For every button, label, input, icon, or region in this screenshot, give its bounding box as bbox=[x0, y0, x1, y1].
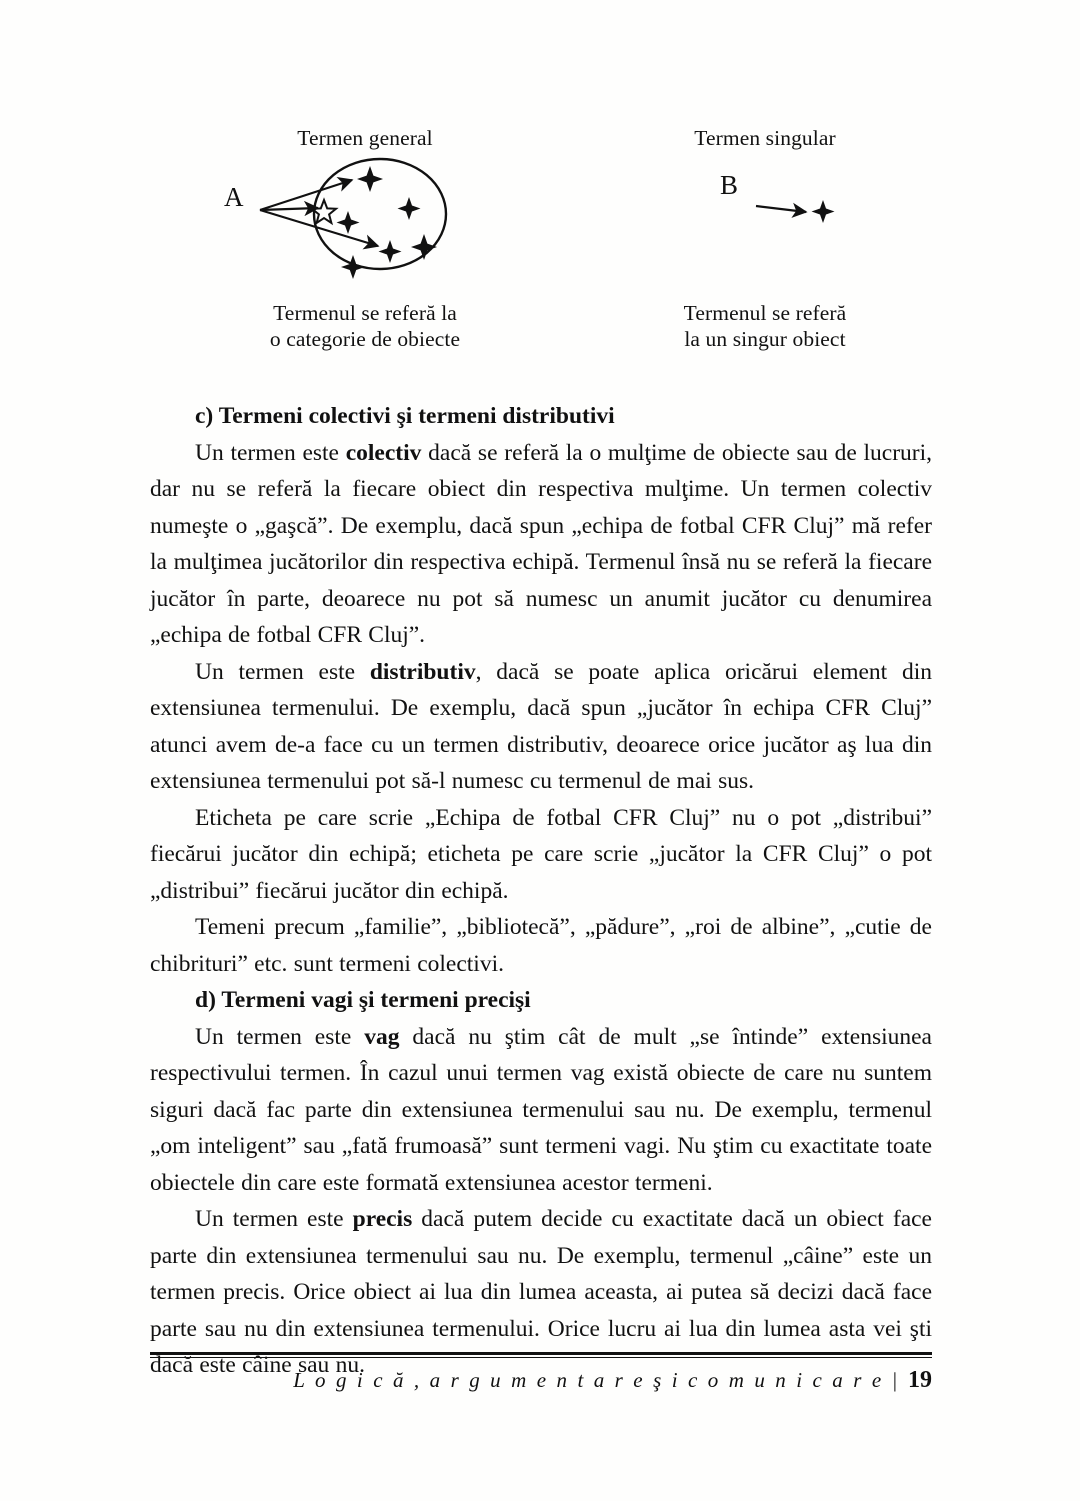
figure-panel-singular bbox=[610, 126, 920, 352]
text-run: Un termen este bbox=[195, 1206, 353, 1232]
figure-panel-general bbox=[200, 126, 530, 352]
text-run: , dacă se poate aplica oricărui element din extensiunea termenului. De exemplu, dacă spun „jucător în echipa CFR Cluj” atunci avem de-a face cu un termen distributiv, deoarece orice jucător aş lua din extensiunea termenului pot să-l numesc cu termenul de mai sus. bbox=[150, 658, 932, 794]
paragraph-vag bbox=[150, 1019, 932, 1202]
heading-d: d) Termeni vagi şi termeni precişi bbox=[195, 987, 531, 1013]
footer-divider bbox=[150, 1352, 932, 1358]
term-vag: vag bbox=[364, 1023, 400, 1050]
figure-term-types bbox=[0, 126, 1080, 376]
text-run: dacă putem decide cu exactitate dacă un obiect face parte din extensiunea termenului sau nu. De exemplu, termenul „câine” este un termen precis. Orice obiect ai lua din lumea aceasta, ai putea să decizi dacă face parte sau nu din extensiunea termenului. Orice lucru ai lua din lumea asta vei şti dacă este câine sau nu. bbox=[150, 1206, 932, 1378]
object-stars bbox=[337, 166, 438, 279]
arrow-a-upper bbox=[260, 180, 352, 210]
document-body bbox=[150, 398, 932, 1384]
figure-canvas-singular bbox=[610, 152, 920, 300]
footer-book-title: L o g i c ă , a r g u m e n t a r e ş i c o m u n i c a r e | bbox=[293, 1367, 900, 1392]
term-precis: precis bbox=[352, 1206, 413, 1232]
term-distributiv: distributiv bbox=[369, 658, 476, 685]
text-run: dacă se referă la o mulţime de obiecte sau de lucruri, dar nu se referă la fiecare obiect din respectiva mulţime. Un termen colectiv numeşte o „gaşcă”. De exemplu, dacă spun „echipa de fotbal CFR Cluj” mă refer la mulţimea jucătorilor din respectiva echipă. Termenul însă nu se referă la fiecare jucător în parte, deoarece nu pot să numesc un anumit jucător cu denumirea „echipa de fotbal CFR Cluj”. bbox=[150, 439, 932, 648]
figure-title-singular: Termen singular bbox=[694, 126, 836, 150]
term-colectiv: colectiv bbox=[345, 439, 422, 466]
text-run: Un termen este bbox=[195, 1023, 365, 1050]
figure-caption-singular-line2: la un singur obiect bbox=[684, 326, 846, 351]
paragraph-temeni-precum: Temeni precum „familie”, „bibliotecă”, „pădure”, „roi de albine”, „cutie de chibrituri” etc. sunt termeni colectivi. bbox=[150, 914, 932, 977]
label-b: B bbox=[720, 169, 739, 200]
text-run: Un termen este bbox=[195, 439, 346, 466]
figure-caption-general-line1: Termenul se referă la bbox=[273, 300, 457, 325]
text-run: Un termen este bbox=[195, 658, 370, 685]
page-number: 19 bbox=[908, 1366, 932, 1393]
paragraph-colectiv bbox=[150, 435, 932, 654]
text-run: dacă nu ştim cât de mult „se întinde” extensiunea respectivului termen. În cazul unui termen vag există obiecte de care nu suntem siguri dacă fac parte din extensiunea termenului sau nu. De exemplu, termenul „om inteligent” sau „fată frumoasă” sunt termeni vagi. Nu ştim cu exactitate toate obiectele din care este formată extensiunea acestor termeni. bbox=[150, 1023, 932, 1196]
figure-canvas-general bbox=[200, 152, 530, 300]
arrow-b bbox=[756, 206, 806, 212]
footer-content bbox=[150, 1367, 932, 1394]
figure-caption-general-line2: o categorie de obiecte bbox=[269, 326, 461, 351]
single-object-star bbox=[812, 200, 835, 223]
paragraph-eticheta: Eticheta pe care scrie „Echipa de fotbal CFR Cluj” nu o pot „distribui” fiecărui jucător din echipă; eticheta pe care scrie „jucător la CFR Cluj” o pot „distribui” fiecărui jucător din echipă. bbox=[150, 804, 932, 904]
singular-term-diagram bbox=[610, 152, 920, 300]
heading-c: c) Termeni colectivi şi termeni distributivi bbox=[195, 403, 615, 429]
general-term-diagram bbox=[200, 152, 530, 300]
figure-title-general: Termen general bbox=[297, 126, 433, 150]
page-footer bbox=[150, 1352, 932, 1394]
figure-caption-singular-line1: Termenul se referă bbox=[683, 300, 847, 325]
paragraph-distributiv bbox=[150, 654, 932, 800]
label-a: A bbox=[224, 181, 244, 212]
